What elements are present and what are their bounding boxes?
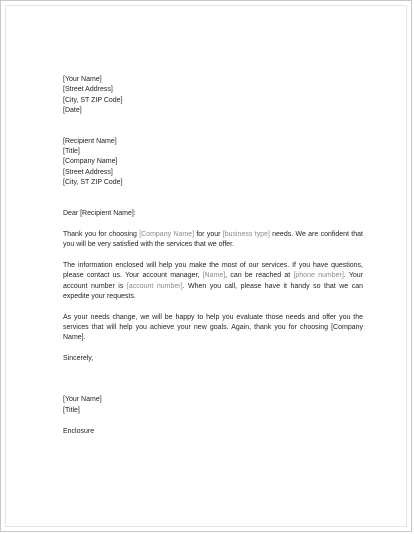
letter-date: [Date] bbox=[63, 107, 82, 115]
signature-block bbox=[63, 395, 363, 416]
p2-account-placeholder: [account number] bbox=[126, 282, 183, 290]
p1-text-3: needs. We are confident that you will be very satisfied with the services that we offer. bbox=[63, 231, 363, 249]
sender-city: [City, ST ZIP Code] bbox=[63, 96, 123, 104]
letter-body bbox=[63, 75, 363, 437]
p1-business-type-placeholder: [business type] bbox=[222, 231, 270, 239]
recipient-title: [Title] bbox=[63, 148, 80, 156]
signature-title: [Title] bbox=[63, 406, 80, 414]
recipient-city: [City, ST ZIP Code] bbox=[63, 179, 123, 187]
salutation bbox=[63, 209, 363, 219]
p3-text-1: As your needs change, we will be happy to help you evaluate those needs and offer you the services that will help you achieve your new goals. Again, thank you for choosing bbox=[63, 313, 363, 331]
p2-text-3: . Your account number is bbox=[63, 272, 363, 290]
p3-company-placeholder: [Company Name] bbox=[63, 323, 363, 342]
p2-manager-placeholder: [Name] bbox=[202, 272, 226, 280]
paragraph-needs-change bbox=[63, 313, 363, 344]
enclosure-text: Enclosure bbox=[63, 427, 95, 435]
salutation-text: Dear [Recipient Name]: bbox=[63, 209, 136, 217]
recipient-company: [Company Name] bbox=[63, 158, 118, 166]
recipient-address-block bbox=[63, 137, 363, 189]
p1-text-1: Thank you for choosing bbox=[63, 231, 140, 239]
paragraph-information bbox=[63, 261, 363, 303]
enclosure-note bbox=[63, 427, 363, 437]
p2-text-1: The information enclosed will help you make the most of our services. If you have questions, please contact us. Your account manager, bbox=[63, 261, 363, 280]
paragraph-thank-you bbox=[63, 230, 363, 251]
p1-company-placeholder: [Company Name] bbox=[139, 231, 195, 239]
recipient-street: [Street Address] bbox=[63, 168, 113, 176]
sender-name: [Your Name] bbox=[63, 76, 102, 83]
p1-text-2: for your bbox=[194, 231, 223, 239]
sender-street: [Street Address] bbox=[63, 86, 113, 94]
p2-text-2: , can be reached at bbox=[225, 272, 294, 280]
recipient-name: [Recipient Name] bbox=[63, 137, 117, 145]
p2-text-4: . When you call, please have it handy so that we can expedite your requests. bbox=[63, 282, 363, 301]
closing-text: Sincerely, bbox=[63, 354, 94, 362]
p2-phone-placeholder: [phone number] bbox=[293, 272, 344, 280]
sender-address-block bbox=[63, 75, 363, 117]
signature-name: [Your Name] bbox=[63, 396, 102, 404]
p3-text-2: . bbox=[83, 334, 86, 342]
closing bbox=[63, 354, 363, 364]
